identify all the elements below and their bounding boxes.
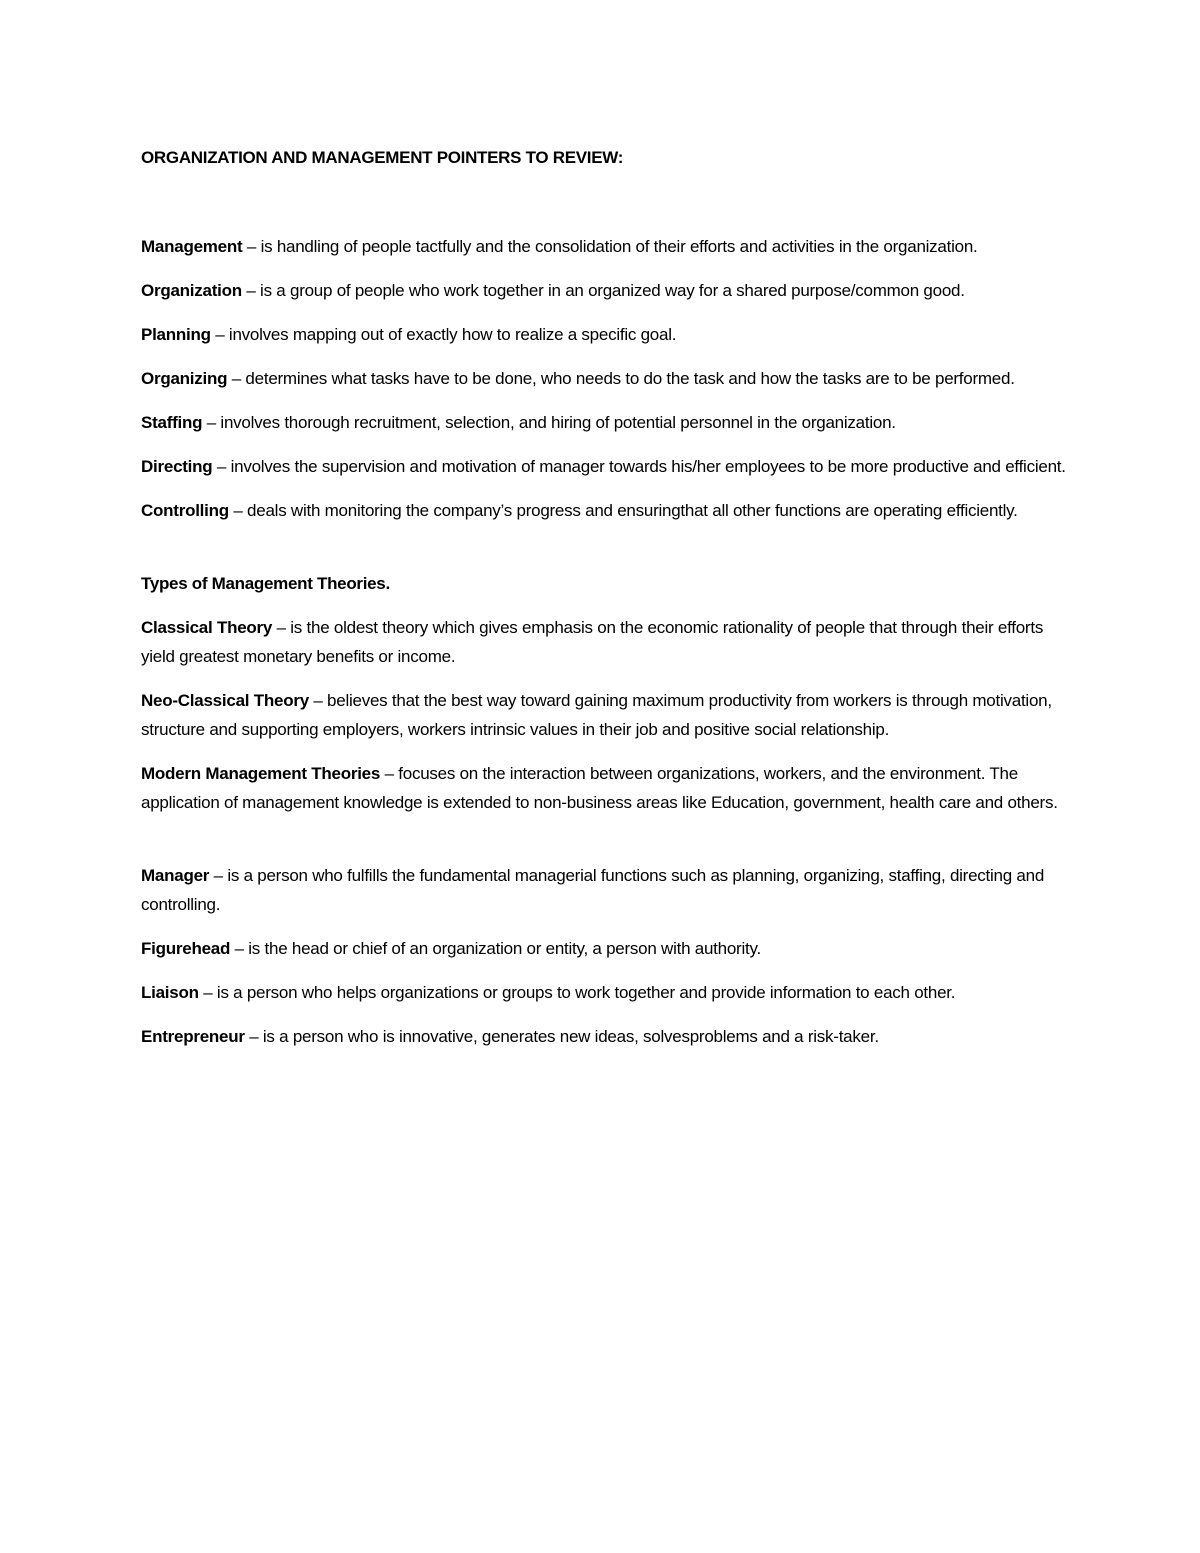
section <box>141 861 1066 1051</box>
definition-entry <box>141 1022 1066 1051</box>
document-content <box>141 143 1066 1066</box>
definition-entry <box>141 496 1066 525</box>
term: Controlling <box>141 501 229 520</box>
term: Planning <box>141 325 211 344</box>
definition-entry <box>141 978 1066 1007</box>
definition-entry <box>141 232 1066 261</box>
definition-text: – is handling of people tactfully and the consolidation of their efforts and activities in the organization. <box>242 237 978 256</box>
term: Modern Management Theories <box>141 764 381 783</box>
definition-text: – is the head or chief of an organization or entity, a person with authority. <box>230 939 761 958</box>
term: Organizing <box>141 369 228 388</box>
definition-text: – involves thorough recruitment, selection, and hiring of potential personnel in the organization. <box>202 413 896 432</box>
term: Staffing <box>141 413 203 432</box>
definition-text: – focuses on the interaction between organizations, workers, and the environment. The application of management knowledge is extended to non-business areas like Education, government, health care and others. <box>141 764 1058 812</box>
definition-entry <box>141 320 1066 349</box>
definition-entry <box>141 686 1066 744</box>
section <box>141 569 1066 817</box>
definition-text: – believes that the best way toward gaining maximum productivity from workers is through motivation, structure and supporting employers, workers intrinsic values in their job and positive social relationship. <box>141 691 1052 739</box>
definition-text: – involves the supervision and motivation of manager towards his/her employees to be more productive and efficient. <box>212 457 1066 476</box>
definition-text: – involves mapping out of exactly how to realize a specific goal. <box>210 325 677 344</box>
definition-entry <box>141 408 1066 437</box>
definition-entry <box>141 452 1066 481</box>
definition-text: – deals with monitoring the company’s progress and ensuringthat all other functions are operating efficiently. <box>228 501 1018 520</box>
definition-entry <box>141 759 1066 817</box>
definition-entry <box>141 934 1066 963</box>
section <box>141 232 1066 525</box>
term: Neo-Classical Theory <box>141 691 309 710</box>
definition-text: – is the oldest theory which gives emphasis on the economic rationality of people that through their efforts yield greatest monetary benefits or income. <box>141 618 1044 666</box>
term: Management <box>141 237 243 256</box>
definition-entry <box>141 364 1066 393</box>
definition-text: – is a person who fulfills the fundamental managerial functions such as planning, organizing, staffing, directing and controlling. <box>141 866 1045 914</box>
term: Organization <box>141 281 242 300</box>
term: Entrepreneur <box>141 1027 245 1046</box>
term: Manager <box>141 866 210 885</box>
document-title: ORGANIZATION AND MANAGEMENT POINTERS TO REVIEW: <box>141 148 624 167</box>
definition-text: – determines what tasks have to be done, who needs to do the task and how the tasks are to be performed. <box>227 369 1015 388</box>
section-heading: Types of Management Theories. <box>141 574 390 593</box>
definition-text: – is a person who is innovative, generates new ideas, solvesproblems and a risk-taker. <box>244 1027 879 1046</box>
definition-text: – is a group of people who work together in an organized way for a shared purpose/common good. <box>241 281 965 300</box>
term: Figurehead <box>141 939 231 958</box>
document-body <box>141 232 1066 1051</box>
term: Classical Theory <box>141 618 273 637</box>
definition-text: – is a person who helps organizations or groups to work together and provide information to each other. <box>198 983 956 1002</box>
definition-entry <box>141 613 1066 671</box>
definition-entry <box>141 861 1066 919</box>
term: Liaison <box>141 983 199 1002</box>
term: Directing <box>141 457 213 476</box>
definition-entry <box>141 276 1066 305</box>
